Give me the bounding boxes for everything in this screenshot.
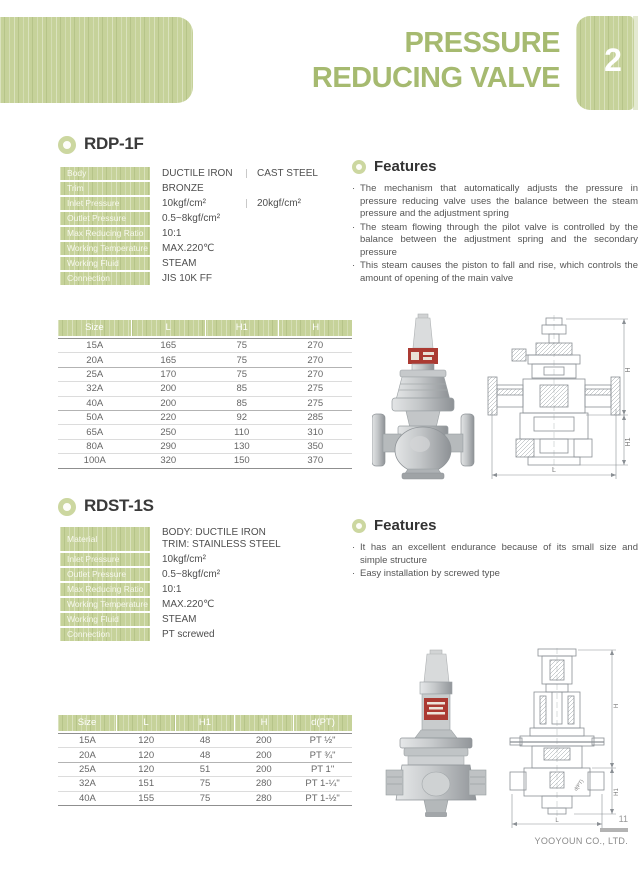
table-header-row <box>58 320 352 336</box>
spec-value <box>162 197 301 210</box>
spec-table-rdst1s <box>60 527 352 643</box>
page-title-line1: PRESSURE <box>404 27 560 59</box>
table-cell: 75 <box>236 368 248 380</box>
table-cell: 275 <box>307 383 324 395</box>
spec-value <box>162 212 246 225</box>
table-cell: 270 <box>307 354 324 366</box>
spec-value <box>162 167 318 180</box>
table-row <box>58 763 352 777</box>
table-cell: 25A <box>86 368 104 380</box>
spec-value <box>162 553 246 566</box>
spec-row <box>60 527 352 551</box>
table-cell: 200 <box>255 735 272 747</box>
table-cell: 250 <box>160 426 177 438</box>
table-row <box>58 411 352 425</box>
table-cell: 370 <box>307 455 324 467</box>
table-cell: 15A <box>86 340 104 352</box>
spec-value-line: TRIM: STAINLESS STEEL <box>162 538 281 550</box>
dimension-table-rdst1s <box>58 715 352 806</box>
table-row <box>58 368 352 382</box>
dim-label-l: L <box>555 818 559 824</box>
table-cell: 32A <box>86 383 104 395</box>
dim-label-h: H <box>625 367 632 373</box>
table-cell: 80A <box>86 440 104 452</box>
spec-row <box>60 553 352 566</box>
table-row <box>58 397 352 411</box>
table-header-cell: H1 <box>176 715 235 731</box>
spec-value-text: 0.5~8kgf/cm² <box>162 213 221 224</box>
features-header <box>352 517 638 534</box>
spec-label: Trim <box>60 182 150 195</box>
table-cell: PT 1-¼" <box>305 778 340 790</box>
spec-value-text: MAX.220℃ <box>162 599 215 610</box>
table-cell: 50A <box>86 412 104 424</box>
table-cell: 280 <box>255 792 272 804</box>
table-cell: 15A <box>78 735 96 747</box>
page-title <box>312 26 560 96</box>
valve-photo-rdp1f <box>372 312 476 480</box>
spec-value <box>162 182 246 195</box>
spec-value-text: JIS 10K FF <box>162 273 213 284</box>
table-cell: 130 <box>233 440 250 452</box>
table-header-cell: Size <box>58 715 117 731</box>
spec-value <box>162 628 246 641</box>
table-body <box>58 733 352 806</box>
valve-photo-rdst1s <box>385 648 495 818</box>
spec-value-text: 10kgf/cm² <box>162 554 206 565</box>
spec-row <box>60 197 352 210</box>
ring-bullet-icon <box>352 160 366 174</box>
features-title: Features <box>374 158 437 175</box>
spec-value-text: 20kgf/cm² <box>257 198 301 209</box>
table-header-row <box>58 715 352 731</box>
ring-bullet-icon <box>352 519 366 533</box>
dim-label-h: H <box>614 703 620 709</box>
features-title: Features <box>374 517 437 534</box>
spec-label: Outlet Pressure <box>60 568 150 581</box>
table-cell: 120 <box>138 763 155 775</box>
spec-label: Working Temperature <box>60 598 150 611</box>
spec-label: Outlet Pressure <box>60 212 150 225</box>
spec-label: Body <box>60 167 150 180</box>
table-cell: 120 <box>138 749 155 761</box>
table-cell: 270 <box>307 340 324 352</box>
table-row <box>58 440 352 454</box>
spec-value <box>162 227 246 240</box>
table-cell: 51 <box>199 763 211 775</box>
feature-list <box>352 542 638 581</box>
table-cell: 290 <box>160 440 177 452</box>
spec-label: Max Reducing Ratio <box>60 227 150 240</box>
table-cell: 310 <box>307 426 324 438</box>
spec-value-text: DUCTILE IRON <box>162 168 233 179</box>
spec-label: Material <box>60 527 150 551</box>
table-cell: 20A <box>78 749 96 761</box>
chapter-number: 2 <box>604 42 622 78</box>
table-cell: 320 <box>160 455 177 467</box>
spec-value <box>162 527 281 551</box>
spec-value-text: PT screwed <box>162 629 215 640</box>
table-cell: 120 <box>138 735 155 747</box>
table-header-cell: L <box>132 320 206 336</box>
spec-value <box>162 272 246 285</box>
table-cell: 200 <box>160 397 177 409</box>
section-title-rdp1f: RDP-1F <box>84 134 144 153</box>
feature-item: · It has an excellent endurance because of its small size and simple structure <box>352 542 638 567</box>
features-rdp1f <box>352 158 638 286</box>
spec-value <box>162 598 246 611</box>
spec-row <box>60 598 352 611</box>
ring-bullet-icon <box>58 498 76 516</box>
table-cell: 92 <box>236 412 248 424</box>
table-body <box>58 338 352 469</box>
header-decoration-bar <box>0 17 193 103</box>
table-cell: 48 <box>199 735 211 747</box>
table-row <box>58 339 352 353</box>
spec-row <box>60 568 352 581</box>
spec-label: Connection <box>60 272 150 285</box>
ring-bullet-icon <box>58 136 76 154</box>
spec-value <box>162 257 246 270</box>
table-header-cell: H1 <box>206 320 280 336</box>
spec-label: Inlet Pressure <box>60 197 150 210</box>
spec-row <box>60 272 352 285</box>
table-row <box>58 382 352 396</box>
spec-value-text: STEAM <box>162 614 197 625</box>
table-cell: 155 <box>138 792 155 804</box>
dim-label-l: L <box>552 467 556 474</box>
value-divider <box>246 169 247 178</box>
table-header-cell: L <box>117 715 176 731</box>
table-cell: 85 <box>236 383 248 395</box>
spec-row <box>60 212 352 225</box>
spec-value-text: BRONZE <box>162 183 204 194</box>
spec-value-line: BODY: DUCTILE IRON <box>162 527 266 538</box>
spec-table-rdp1f <box>60 167 352 287</box>
table-cell: PT 1" <box>310 763 335 775</box>
valve-drawing-rdp1f <box>482 315 632 483</box>
table-cell: 275 <box>307 397 324 409</box>
spec-value-text: MAX.220℃ <box>162 243 215 254</box>
spec-row <box>60 242 352 255</box>
table-row <box>58 792 352 805</box>
table-cell: 32A <box>78 778 96 790</box>
table-cell: 25A <box>78 763 96 775</box>
table-header-cell: Size <box>58 320 132 336</box>
spec-label: Max Reducing Ratio <box>60 583 150 596</box>
spec-value <box>162 613 246 626</box>
spec-value <box>162 568 246 581</box>
table-cell: PT ½" <box>309 735 336 747</box>
table-row <box>58 734 352 748</box>
table-cell: 165 <box>160 340 177 352</box>
table-row <box>58 454 352 467</box>
spec-row <box>60 613 352 626</box>
table-cell: 40A <box>78 792 96 804</box>
table-cell: 220 <box>160 412 177 424</box>
feature-item: · The mechanism that automatically adjusts the pressure in pressure reducing valve uses the balance between the steam pressure and the adjustment spring <box>352 183 638 221</box>
table-cell: 20A <box>86 354 104 366</box>
spec-row <box>60 628 352 641</box>
table-cell: PT ¾" <box>309 749 336 761</box>
table-cell: 280 <box>255 778 272 790</box>
table-cell: 200 <box>160 383 177 395</box>
section-title-rdst1s: RDST-1S <box>84 496 154 515</box>
spec-row <box>60 182 352 195</box>
spec-row <box>60 583 352 596</box>
table-cell: 150 <box>233 455 250 467</box>
spec-value-text: 10:1 <box>162 584 182 595</box>
spec-value-text: 10kgf/cm² <box>162 198 206 209</box>
spec-row <box>60 227 352 240</box>
spec-value <box>162 583 246 596</box>
table-cell: 151 <box>138 778 155 790</box>
feature-list <box>352 183 638 285</box>
value-divider <box>246 199 247 208</box>
dim-label-h1: H1 <box>625 437 632 447</box>
table-cell: 75 <box>199 778 211 790</box>
table-header-cell: H <box>235 715 294 731</box>
feature-item: · The steam flowing through the pilot valve is controlled by the balance between the adjustment spring and the secondary pressure <box>352 222 638 260</box>
table-cell: 100A <box>83 455 106 467</box>
table-cell: 285 <box>307 412 324 424</box>
valve-drawing-rdst1s <box>492 648 622 830</box>
table-cell: 40A <box>86 397 104 409</box>
spec-row <box>60 257 352 270</box>
spec-label: Connection <box>60 628 150 641</box>
table-cell: 165 <box>160 354 177 366</box>
features-rdst1s <box>352 517 638 582</box>
page-number: 11 <box>618 814 628 824</box>
page-title-line2: REDUCING VALVE <box>311 62 560 94</box>
company-name: YOOYOUN CO., LTD. <box>534 836 628 846</box>
table-cell: 350 <box>307 440 324 452</box>
spec-label: Working Fluid <box>60 257 150 270</box>
spec-label: Inlet Pressure <box>60 553 150 566</box>
table-cell: 170 <box>160 368 177 380</box>
table-cell: 110 <box>234 426 250 438</box>
spec-value-text: CAST STEEL <box>257 168 318 179</box>
table-cell: PT 1-½" <box>305 792 340 804</box>
spec-label: Working Fluid <box>60 613 150 626</box>
spec-value-text: 10:1 <box>162 228 182 239</box>
spec-row <box>60 167 352 180</box>
features-header <box>352 158 638 175</box>
table-cell: 75 <box>236 340 248 352</box>
table-cell: 48 <box>199 749 211 761</box>
feature-item: · This steam causes the piston to fall and rise, which controls the amount of opening of the main valve <box>352 260 638 285</box>
table-cell: 75 <box>236 354 248 366</box>
table-row <box>58 425 352 439</box>
table-cell: 65A <box>86 426 104 438</box>
table-cell: 75 <box>199 792 211 804</box>
dim-label-d: d(PT) <box>573 778 586 793</box>
table-cell: 270 <box>307 368 324 380</box>
spec-label: Working Temperature <box>60 242 150 255</box>
table-header-cell: d(PT) <box>311 717 335 728</box>
table-row <box>58 777 352 791</box>
dimension-table-rdp1f <box>58 320 352 469</box>
spec-value-text: STEAM <box>162 258 197 269</box>
table-row <box>58 353 352 367</box>
table-header-cell: H <box>312 322 320 333</box>
table-row <box>58 748 352 762</box>
spec-value <box>162 242 246 255</box>
table-cell: 200 <box>255 749 272 761</box>
page-number-bar <box>600 828 628 832</box>
table-cell: 200 <box>255 763 272 775</box>
spec-value-text: 0.5~8kgf/cm² <box>162 569 221 580</box>
dim-label-h1: H1 <box>614 788 620 796</box>
feature-item: · Easy installation by screwed type <box>352 568 638 581</box>
table-cell: 85 <box>236 397 248 409</box>
